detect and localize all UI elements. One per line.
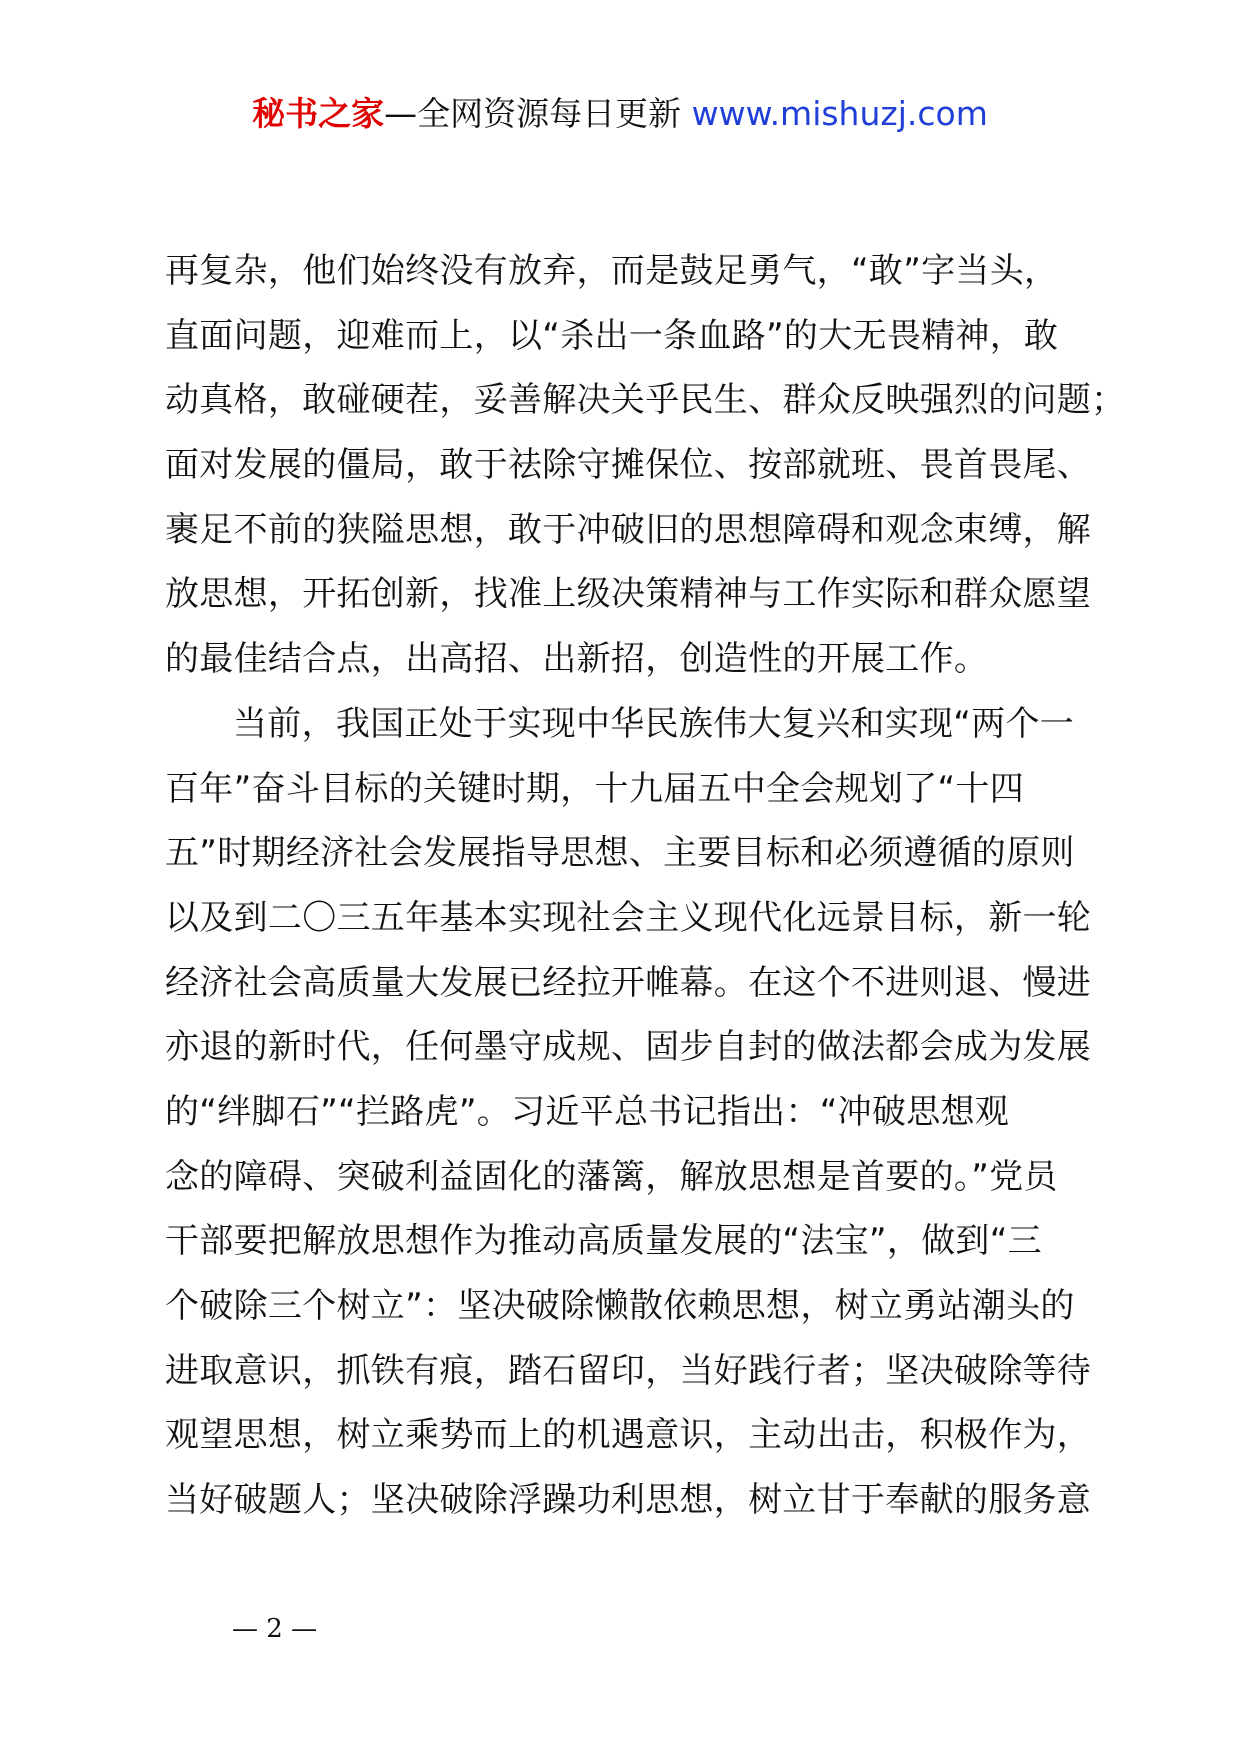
paragraph-first-line: 当前，我国正处于实现中华民族伟大复兴和实现“两个一 <box>233 703 1075 744</box>
body-line: 再复杂，他们始终没有放弃，而是鼓足勇气，“敢”字当头， <box>165 251 1059 291</box>
body-line: 进取意识，抓铁有痕，踏石留印，当好践行者；坚决破除等待 <box>165 1350 1092 1391</box>
body-line: 以及到二〇三五年基本实现社会主义现代化远景目标，新一轮 <box>165 897 1092 938</box>
body-line: 的最佳结合点，出高招、出新招，创造性的开展工作。 <box>165 639 989 680</box>
body-line: 百年”奋斗目标的关键时期，十九届五中全会规划了“十四 <box>165 768 1025 809</box>
site-url-link[interactable]: www.mishuzj.com <box>691 94 988 133</box>
body-line: 裹足不前的狭隘思想，敢于冲破旧的思想障碍和观念束缚，解 <box>165 509 1092 550</box>
body-line: 干部要把解放思想作为推动高质量发展的“法宝”，做到“三 <box>165 1221 1042 1262</box>
body-line: 亦退的新时代，任何墨守成规、固步自封的做法都会成为发展 <box>165 1027 1092 1068</box>
body-line: 的“绊脚石”“拦路虎”。习近平总书记指出：“冲破思想观 <box>165 1091 1010 1132</box>
body-line: 五”时期经济社会发展指导思想、主要目标和必须遵循的原则 <box>165 833 1075 874</box>
site-tagline: —全网资源每日更新 <box>384 94 682 133</box>
body-line: 个破除三个树立”：坚决破除懒散依赖思想，树立勇站潮头的 <box>165 1286 1075 1326</box>
site-header <box>0 92 1240 136</box>
site-brand-name: 秘书之家 <box>252 94 385 133</box>
page-number: — 2 — <box>232 1614 318 1644</box>
body-line: 放思想，开拓创新，找准上级决策精神与工作实际和群众愿望 <box>165 574 1092 615</box>
body-line: 念的障碍、突破利益固化的藩篱，解放思想是首要的。”党员 <box>165 1156 1058 1197</box>
body-line: 动真格，敢碰硬茬，妥善解决关乎民生、群众反映强烈的问题； <box>165 380 1126 421</box>
document-body <box>165 239 1126 1533</box>
body-line: 直面问题，迎难而上，以“杀出一条血路”的大无畏精神，敢 <box>165 315 1059 356</box>
body-line: 观望思想，树立乘势而上的机遇意识，主动出击，积极作为， <box>165 1415 1092 1456</box>
body-line: 面对发展的僵局，敢于祛除守摊保位、按部就班、畏首畏尾、 <box>165 445 1092 486</box>
body-line: 经济社会高质量大发展已经拉开帷幕。在这个不进则退、慢进 <box>165 962 1092 1003</box>
body-line: 当好破题人；坚决破除浮躁功利思想，树立甘于奉献的服务意 <box>165 1480 1092 1521</box>
